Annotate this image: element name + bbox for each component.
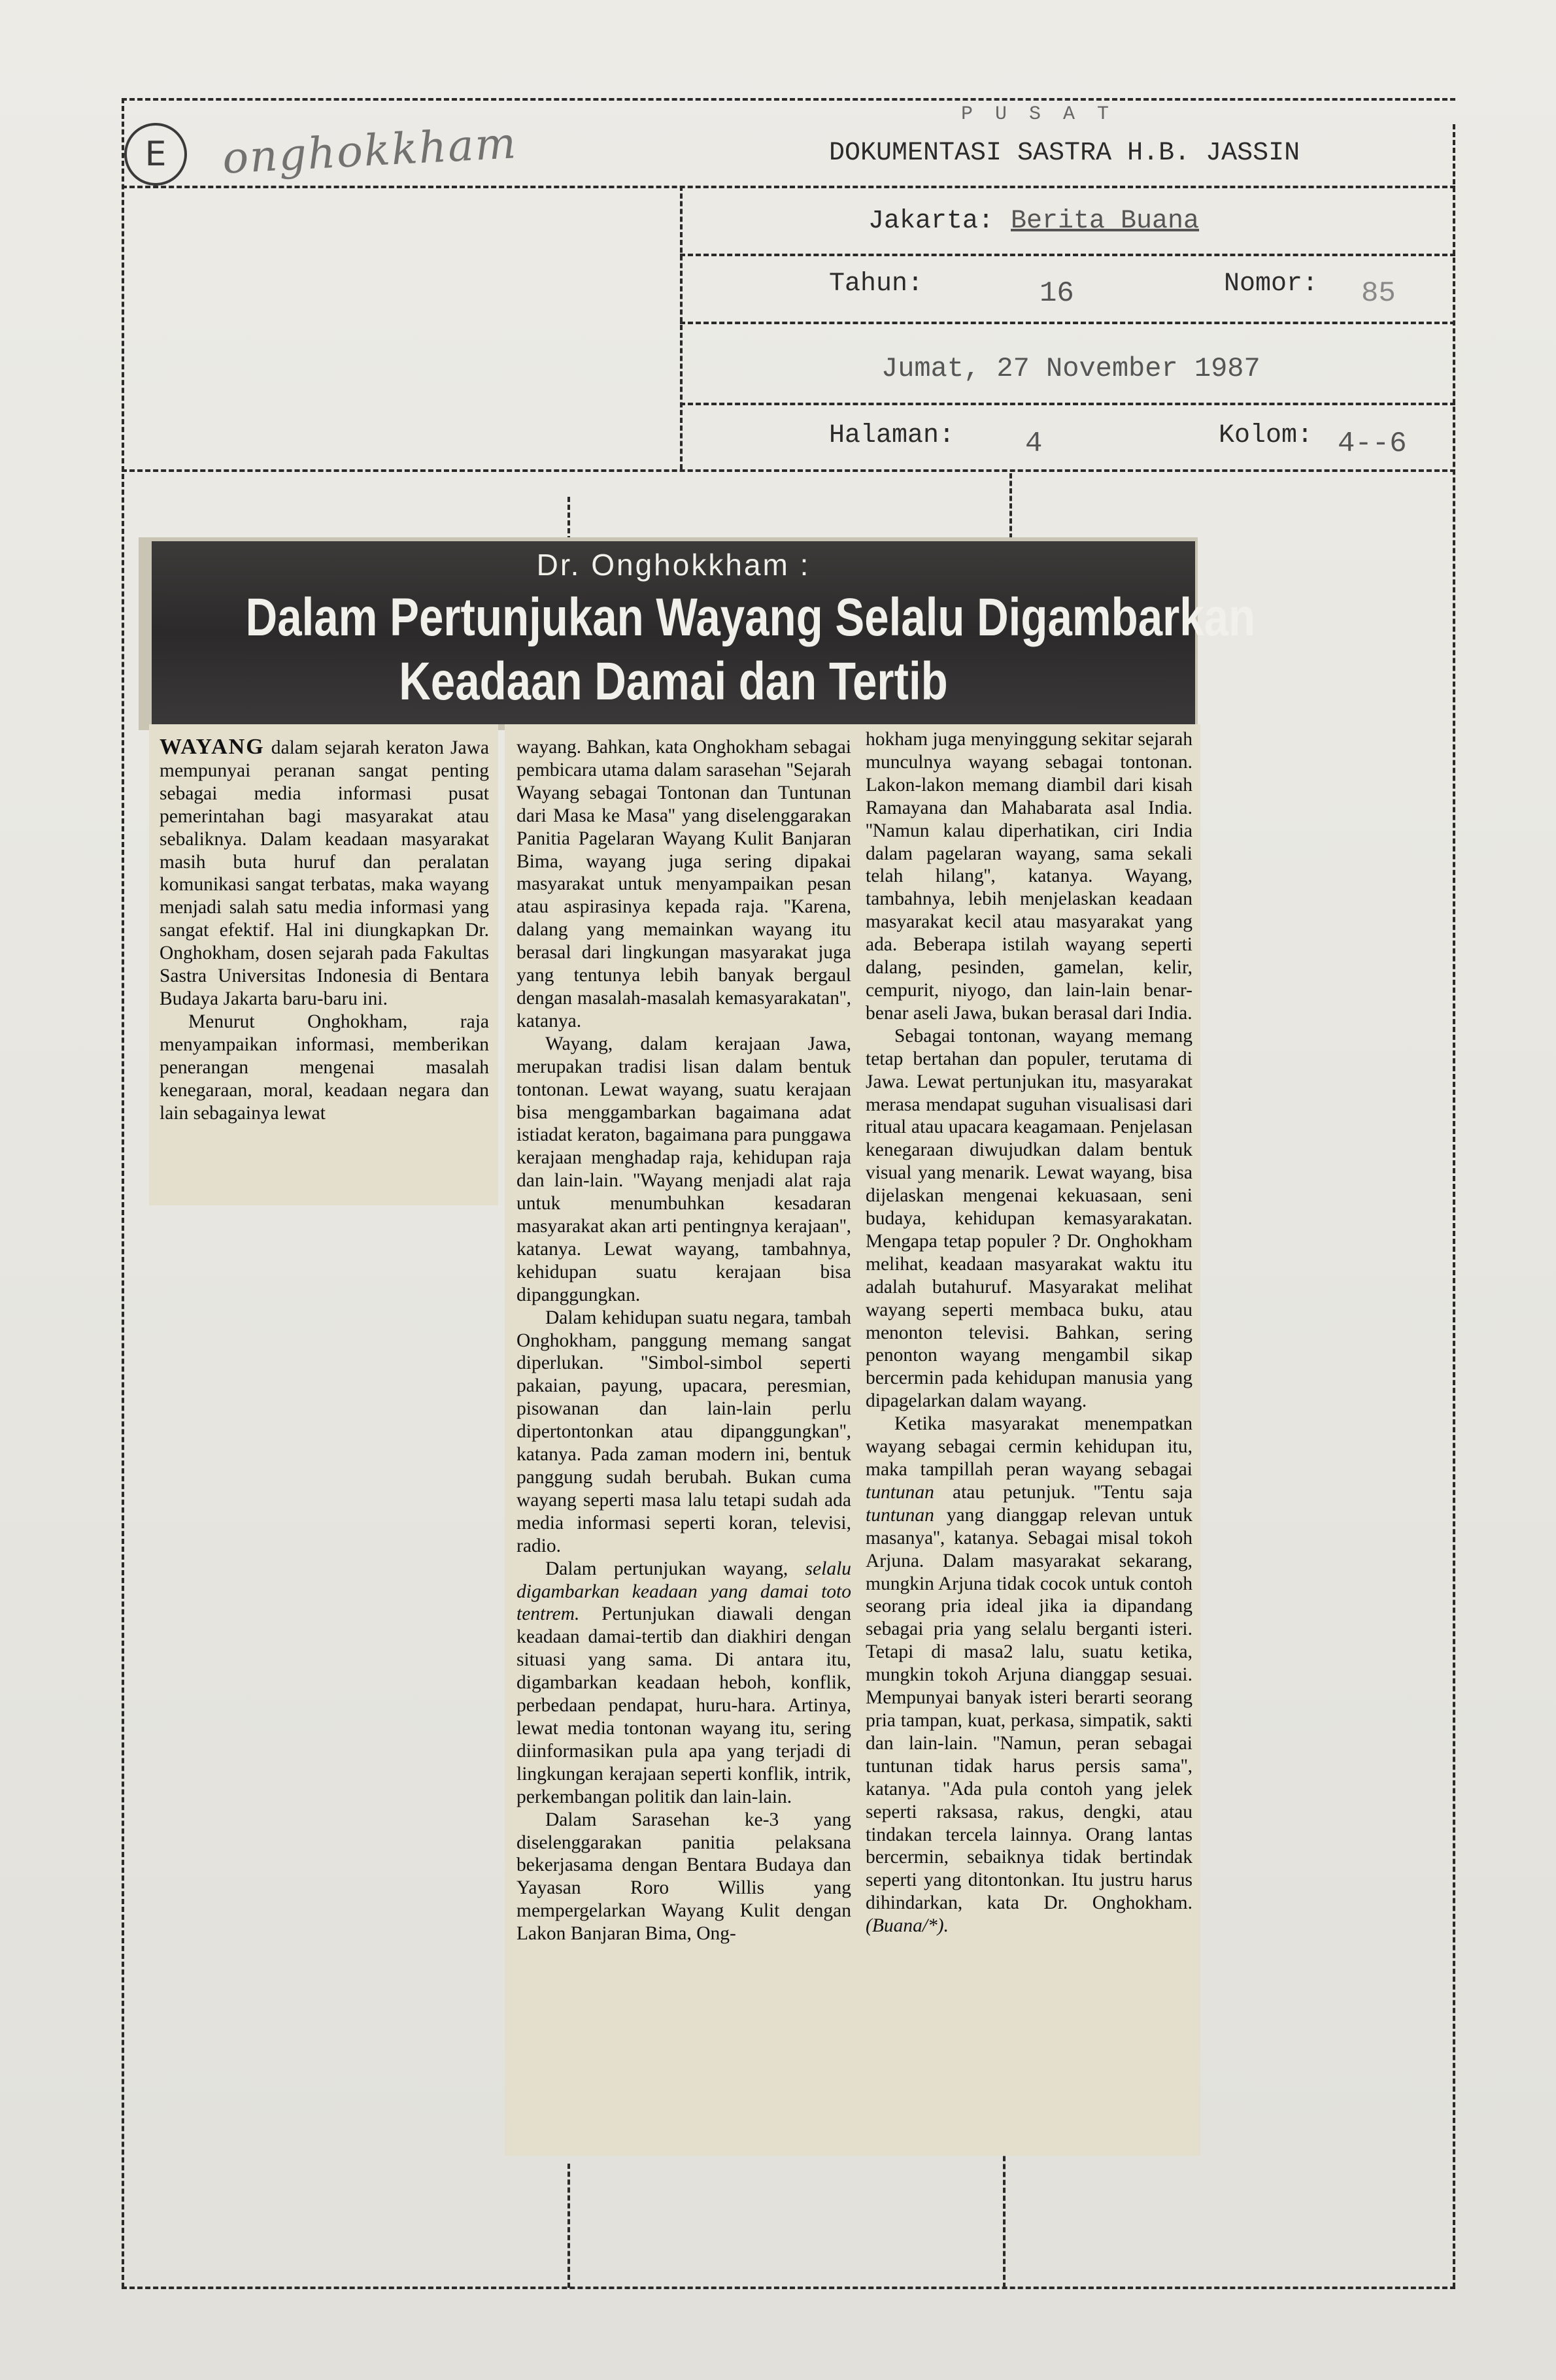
form-line-row1 — [122, 186, 1455, 188]
circled-letter-annotation — [124, 123, 187, 186]
nomor-value: 85 — [1361, 277, 1396, 310]
kolom-label: Kolom: — [1219, 421, 1313, 450]
form-line-divider — [680, 186, 683, 469]
col1-paragraph-1-text: dalam sejarah keraton Jawa mempunyai peranan sangat penting sebagai media informasi pusat pemerintahan bagi masyarakat atau sebaliknya. Dalam keadaan masyarakat masih buta huruf dan peralatan komunikasi sangat terbatas, maka wayang menjadi salah satu media informasi yang sangat efektif. Hal ini diungkapkan Dr. Onghokham, dosen sejarah pada Fakultas Sastra Universitas Indonesia di Bentara Budaya Jakarta baru-baru ini. — [160, 737, 489, 1009]
col3-p3-mid: atau petunjuk. ''Tentu saja — [952, 1481, 1192, 1503]
form-line-top — [122, 98, 1455, 101]
col2-p4-rest: Pertunjukan diawali dengan keadaan damai-tertib dan diakhiri dengan situasi yang sama. Di antara itu, digambarkan keadaan heboh, konflik, perbedaan pendapat, huru-hara. Artinya, lewat media tontonan wayang itu, sering diinformasikan pula apa yang terjadi di lingkungan kerajaan seperti konflik, intrik, perkembangan politik dan lain-lain. — [516, 1603, 851, 1807]
article-column-1 — [160, 736, 489, 1194]
col2-paragraph-1: wayang. Bahkan, kata Onghokham sebagai pembicara utama dalam sarasehan ''Sejarah Wayang sebagai Tontonan dan Tuntunan dari Masa ke Masa'' yang diselenggarakan Panitia Pagelaran Wayang Kulit Banjaran Bima, wayang juga sering dipakai masyarakat untuk menyampaikan pesan atau aspirasinya kepada raja. ''Karena, dalang yang memainkan wayang itu berasal dari lingkungan masyarakat juga yang tentunya lebih banyak bergaul dengan masalah-masalah kemasyarakatan'', katanya. — [516, 737, 851, 1031]
article-column-3 — [866, 728, 1192, 2147]
form-line-bottom — [122, 2287, 1455, 2289]
article-headline-line2: Keadaan Damai dan Tertib — [399, 652, 948, 711]
col2-paragraph-4 — [516, 1558, 851, 1809]
col3-p3-italic2: tuntunan — [866, 1504, 934, 1526]
col3-p3-italic1: tuntunan — [866, 1481, 934, 1503]
institution-name: DOKUMENTASI SASTRA H.B. JASSIN — [829, 139, 1300, 168]
city-label: Jakarta: — [868, 207, 994, 236]
tahun-value: 16 — [1040, 277, 1074, 310]
form-line-right — [1453, 124, 1455, 2288]
col2-paragraph-2: Wayang, dalam kerajaan Jawa, merupakan tradisi lisan dalam bentuk tontonan. Lewat wayang, suatu kerajaan bisa menggambarkan bagaimana adat istiadat keraton, bagaimana para punggawa kerajaan menghadap raja, kehidupan raja dan lain-lain. ''Wayang menjadi alat raja untuk menumbuhkan kesadaran masyarakat akan arti pentingnya kerajaan'', katanya. Lewat wayang, tambahnya, kehidupan suatu kerajaan bisa dipanggungkan. — [516, 1033, 851, 1305]
header-partial-text: P U S A T — [961, 103, 1115, 126]
form-line-left — [122, 98, 124, 2288]
article-credit: (Buana/*). — [866, 1915, 949, 1937]
col2-paragraph-3: Dalam kehidupan suatu negara, tambah Onghokham, panggung memang sangat diperlukan. ''Simbol-simbol seperti pakaian, payung, upacara, peresmian, pisowanan dan lain-lain perlu dipertontonkan atau dipanggungkan'', katanya. Pada zaman modern ini, bentuk panggung sudah berubah. Bukan cuma wayang seperti masa lalu tetapi sudah ada media informasi seperti koran, televisi, radio. — [516, 1307, 851, 1556]
col3-paragraph-3 — [866, 1413, 1192, 1937]
col1-lead-word: WAYANG — [160, 736, 265, 759]
col3-p3-rest: yang dianggap relevan untuk masanya'', katanya. Sebagai misal tokoh Arjuna. Dalam masyarakat sekarang, mungkin Arjuna tidak cocok untuk contoh seorang pria ideal jika ia dipandang sebagai pria yang selalu berganti isteri. Tetapi di masa2 lalu, suatu ketika, mungkin tokoh Arjuna dianggap sesuai. Mempunyai banyak isteri berarti seorang pria tampan, kuat, perkasa, simpatik, sakti dan lain-lain. ''Namun, peran sebagai tuntunan tidak harus persis sama'', katanya. ''Ada pula contoh yang jelek seperti raksasa, rakus, dengki, atau tindakan tercela lainnya. Orang lantas bercermin, sebaiknya tidak bertindak seperti yang ditontonkan. Itu justru harus dihindarkan, kata Dr. Onghokham. — [866, 1504, 1192, 1914]
col1-paragraph-1 — [160, 736, 489, 1011]
col3-paragraph-1: hokham juga menyinggung sekitar sejarah munculnya wayang sebagai tontonan. Lakon-lakon memang diambil dari kisah Ramayana dan Mahabarata asal India. ''Namun kalau diperhatikan, ciri India dalam pagelaran wayang, sama sekali telah hilang'', katanya. Wayang, tambahnya, lebih menjelaskan keadaan masyarakat kecil atau masyarakat yang ada. Beberapa istilah wayang seperti dalang, pesinden, gamelan, kelir, cempurit, niyogo, dan lain-lain benar-benar aseli Jawa, bukan berasal dari India. — [866, 729, 1192, 1024]
publication-date: Jumat, 27 November 1987 — [881, 353, 1260, 384]
form-line-row5 — [122, 469, 1455, 472]
form-line-row2 — [680, 254, 1455, 256]
col2-p4-italic: selalu digambarkan keadaan yang damai toto tentrem. — [516, 1558, 851, 1625]
circled-letter: E — [144, 135, 167, 174]
form-line-row3 — [680, 322, 1455, 324]
kolom-value: 4--6 — [1338, 427, 1407, 460]
col3-p3-start: Ketika masyarakat menempatkan wayang sebagai cermin kehidupan itu, maka tampillah peran wayang sebagai — [866, 1413, 1192, 1480]
article-headline-line1: Dalam Pertunjukan Wayang Selalu Digambarkan — [245, 588, 1256, 647]
article-column-2 — [516, 736, 851, 2149]
form-line-row4 — [680, 403, 1455, 405]
handwritten-name-annotation: onghokkham — [221, 118, 518, 184]
tahun-label: Tahun: — [829, 269, 924, 299]
article-kicker: Dr. Onghokkham : — [536, 548, 811, 582]
halaman-label: Halaman: — [829, 421, 955, 450]
nomor-label: Nomor: — [1224, 269, 1319, 299]
newspaper-name: Berita Buana — [1011, 207, 1200, 236]
col2-p4-start: Dalam pertunjukan wayang, — [545, 1558, 788, 1579]
form-tick-2 — [1009, 473, 1012, 539]
article-banner — [152, 541, 1256, 724]
form-tick-3 — [567, 2164, 570, 2288]
col3-paragraph-2: Sebagai tontonan, wayang memang tetap bertahan dan populer, terutama di Jawa. Lewat pertunjukan itu, masyarakat merasa mendapat suguhan visualisasi dari ritual atau upacara keagamaan. Penjelasan kenegaraan diwujudkan dalam bentuk visual yang menarik. Lewat wayang, bisa dijelaskan mengenai kekuasaan, seni budaya, kehidupan kemasyarakatan. Mengapa tetap populer ? Dr. Onghokham melihat, keadaan masyarakat waktu itu adalah butahuruf. Masyarakat melihat wayang seperti membaca buku, atau menonton televisi. Bahkan, sering penonton wayang mengambil sikap bercermin pada kehidupan manusia yang dipagelarkan dalam wayang. — [866, 1025, 1192, 1412]
halaman-value: 4 — [1025, 427, 1043, 460]
col2-paragraph-5: Dalam Sarasehan ke-3 yang diselenggarakan panitia pelaksana bekerjasama dengan Bentara Budaya dan Yayasan Roro Willis yang mempergelarkan Wayang Kulit dengan Lakon Banjaran Bima, Ong- — [516, 1809, 851, 1945]
col1-paragraph-2: Menurut Onghokham, raja menyampaikan informasi, memberikan penerangan mengenai masalah kenegaraan, moral, keadaan negara dan lain sebagainya lewat — [160, 1011, 489, 1124]
